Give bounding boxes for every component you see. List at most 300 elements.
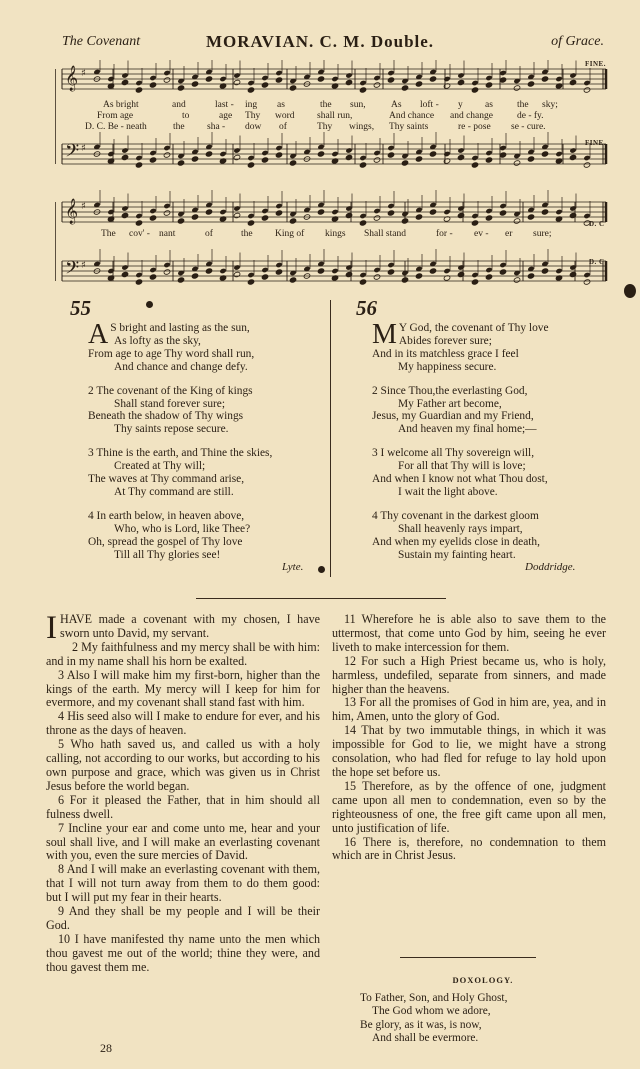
- lyric-syllable: The: [101, 229, 116, 239]
- note-head: [275, 77, 282, 83]
- note-head: [457, 147, 464, 153]
- note-head: [149, 274, 156, 280]
- lyric-syllable: the: [173, 122, 185, 132]
- note-head: [233, 212, 240, 218]
- verse-text: As lofty as the sky,: [114, 334, 201, 347]
- note-head: [177, 218, 184, 224]
- note-head: [177, 85, 184, 91]
- verse-text: 7 Incline your ear and come unto me, hear and your soul shall live, and I will make an everlasting covenant with you, even the sure mercies of David.: [46, 820, 320, 863]
- verse-line: [372, 549, 622, 562]
- note-head: [443, 268, 450, 274]
- note-head: [373, 150, 380, 156]
- note-head: [261, 274, 268, 280]
- verse-text: For all that Thy will is love;: [398, 460, 526, 473]
- verse-text: And chance and change defy.: [114, 360, 248, 373]
- verse-line: [372, 523, 622, 536]
- hymn-number-55: 55: [70, 296, 91, 320]
- hymn-number-56: 56: [356, 296, 377, 320]
- fine-marker-bass: FINE.: [585, 139, 606, 147]
- verse-text: At Thy command are still.: [114, 485, 234, 498]
- fine-marker-top: FINE.: [585, 60, 606, 68]
- treble-clef-icon: 𝄞: [65, 66, 79, 91]
- scripture-verse: [332, 655, 606, 697]
- note-head: [275, 210, 282, 216]
- doxology-rule: [400, 957, 536, 958]
- verse-line: [88, 385, 318, 398]
- scripture-verse: [46, 738, 320, 794]
- note-head: [513, 277, 520, 283]
- verse-line: [88, 473, 318, 486]
- doxology-line: And shall be evermore.: [372, 1032, 479, 1045]
- note-head: [373, 274, 380, 280]
- dc-marker-top: D. C: [589, 220, 605, 228]
- note-head: [331, 151, 338, 157]
- doxology-line: Be glory, as it was, is now,: [360, 1018, 482, 1031]
- column-divider: [330, 300, 331, 577]
- note-head: [331, 268, 338, 274]
- doxology-title: DOXOLOGY.: [452, 975, 514, 985]
- verse-text: S bright and lasting as the sun,: [110, 322, 250, 334]
- note-head: [191, 81, 198, 87]
- verse-line: [88, 486, 318, 499]
- note-head: [107, 268, 114, 274]
- verse-line: [372, 486, 622, 499]
- sharp-icon: ♯: [81, 201, 86, 212]
- note-head: [471, 87, 478, 93]
- verse-line: [88, 536, 318, 549]
- staff-notation: [55, 60, 610, 292]
- scripture-left-column: [46, 610, 320, 975]
- note-head: [345, 79, 352, 85]
- note-head: [359, 213, 366, 219]
- note-head: [345, 205, 352, 211]
- verse-text: My happiness secure.: [398, 360, 497, 373]
- verse-line: [372, 536, 622, 549]
- note-head: [541, 76, 548, 82]
- lyric-syllable: se - cure.: [511, 122, 546, 132]
- stanza: [88, 319, 318, 374]
- verse-line: [88, 361, 318, 374]
- lyric-syllable: Thy: [245, 111, 261, 121]
- scripture-verse: [46, 863, 320, 905]
- scripture-verse: [46, 905, 320, 933]
- note-head: [191, 273, 198, 279]
- dc-marker-bass: D. C: [589, 258, 605, 266]
- bass-clef-icon: 𝄢: [65, 141, 80, 166]
- note-head: [233, 271, 240, 277]
- lyric-syllable: word: [275, 111, 295, 121]
- note-head: [471, 162, 478, 168]
- note-head: [191, 214, 198, 220]
- note-head: [163, 262, 170, 268]
- note-head: [485, 208, 492, 214]
- verse-text: 2 Since Thou,the everlasting God,: [372, 384, 528, 397]
- note-head: [345, 72, 352, 78]
- note-head: [121, 205, 128, 211]
- lyric-syllable: Thy saints: [389, 122, 429, 132]
- verse-text: Beneath the shadow of Thy wings: [88, 410, 244, 423]
- scripture-verse: [332, 724, 606, 780]
- lyric-syllable: the: [320, 100, 332, 110]
- note-head: [261, 150, 268, 156]
- hymn-55-text: [88, 319, 318, 573]
- verse-text: 16 There is, therefore, no condemnation to them which are in Christ Jesus.: [332, 834, 606, 863]
- note-head: [261, 215, 268, 221]
- verse-text: And when my eyelids close in death,: [372, 535, 540, 548]
- ink-spot: [624, 284, 636, 298]
- lyric-syllable: as: [485, 100, 493, 110]
- lyric-syllable: of: [205, 229, 213, 239]
- note-head: [583, 87, 590, 93]
- note-head: [345, 212, 352, 218]
- note-head: [247, 272, 254, 278]
- note-head: [485, 150, 492, 156]
- note-head: [527, 156, 534, 162]
- note-head: [415, 214, 422, 220]
- note-head: [163, 269, 170, 275]
- verse-text: Created at Thy will;: [114, 460, 206, 473]
- note-head: [429, 268, 436, 274]
- lyric-syllable: as: [277, 100, 285, 110]
- scripture-verse: [46, 933, 320, 975]
- stanza: [372, 447, 622, 499]
- note-head: [275, 203, 282, 209]
- note-head: [275, 70, 282, 76]
- note-head: [289, 277, 296, 283]
- lyric-syllable: age: [219, 111, 233, 121]
- note-head: [205, 268, 212, 274]
- note-head: [331, 209, 338, 215]
- note-head: [499, 210, 506, 216]
- note-head: [261, 208, 268, 214]
- note-head: [569, 147, 576, 153]
- note-head: [471, 155, 478, 161]
- note-head: [583, 162, 590, 168]
- note-head: [317, 76, 324, 82]
- drop-cap: M: [372, 319, 397, 350]
- note-head: [331, 76, 338, 82]
- verse-text: 2 The covenant of the King of kings: [88, 384, 253, 397]
- note-head: [569, 79, 576, 85]
- verse-text: My Father art become,: [398, 397, 502, 410]
- note-head: [261, 157, 268, 163]
- note-head: [499, 203, 506, 209]
- note-head: [261, 267, 268, 273]
- verse-line: [88, 410, 318, 423]
- note-head: [485, 75, 492, 81]
- verse-text: Shall stand forever sure;: [114, 397, 226, 410]
- lyric-syllable: sun,: [350, 100, 366, 110]
- note-head: [275, 152, 282, 158]
- stanza: [372, 319, 622, 374]
- verse-line: [372, 361, 622, 374]
- stanza: [372, 510, 622, 562]
- note-head: [121, 212, 128, 218]
- note-head: [135, 162, 142, 168]
- stanza: [88, 385, 318, 437]
- note-head: [233, 79, 240, 85]
- stanza: [372, 385, 622, 437]
- verse-text: And when I know not what Thou dost,: [372, 473, 548, 486]
- verse-text: And in its matchless grace I feel: [372, 347, 519, 360]
- verse-line: [372, 410, 622, 423]
- note-head: [359, 162, 366, 168]
- note-head: [205, 151, 212, 157]
- lyric-syllable: y: [458, 100, 463, 110]
- verse-line: [372, 385, 622, 398]
- verse-text: Thy saints repose secure.: [114, 423, 229, 436]
- verse-text: 9 And they shall be my people and I will be their God.: [46, 904, 320, 932]
- note-head: [415, 81, 422, 87]
- lyric-syllable: loft -: [420, 100, 439, 110]
- lyric-syllable: Shall stand: [364, 229, 406, 239]
- section-rule: [196, 598, 446, 599]
- note-head: [373, 82, 380, 88]
- note-head: [149, 215, 156, 221]
- sharp-icon: ♯: [81, 260, 86, 271]
- note-head: [233, 264, 240, 270]
- music-score: [55, 60, 610, 292]
- note-head: [275, 269, 282, 275]
- note-head: [121, 271, 128, 277]
- note-head: [219, 268, 226, 274]
- note-head: [121, 72, 128, 78]
- note-head: [569, 212, 576, 218]
- note-head: [471, 279, 478, 285]
- doxology-text: [360, 992, 507, 1046]
- note-head: [555, 209, 562, 215]
- note-head: [359, 155, 366, 161]
- verse-text: 2 My faithfulness and my mercy shall be with him: and in my name shall his horn be exalted.: [46, 639, 320, 668]
- note-head: [401, 160, 408, 166]
- note-head: [555, 76, 562, 82]
- note-head: [401, 85, 408, 91]
- note-head: [583, 213, 590, 219]
- note-head: [289, 160, 296, 166]
- lyric-syllable: ev -: [474, 229, 489, 239]
- note-head: [485, 267, 492, 273]
- verse-line: [372, 335, 622, 348]
- note-head: [541, 209, 548, 215]
- note-head: [373, 267, 380, 273]
- note-head: [359, 220, 366, 226]
- scripture-verse: [46, 710, 320, 738]
- scripture-verse: [46, 794, 320, 822]
- note-head: [499, 269, 506, 275]
- verse-line: [88, 348, 318, 361]
- note-head: [107, 76, 114, 82]
- verse-text: 13 For all the promises of God in him are, yea, and in him, Amen, unto the glory of God.: [332, 695, 606, 724]
- note-head: [471, 80, 478, 86]
- page-number: 28: [100, 1041, 112, 1055]
- note-head: [499, 262, 506, 268]
- note-head: [345, 264, 352, 270]
- verse-text: The waves at Thy command arise,: [88, 473, 245, 486]
- note-head: [387, 262, 394, 268]
- hymn-56-author: Doddridge.: [525, 561, 576, 573]
- note-head: [387, 77, 394, 83]
- lyric-syllable: As: [391, 100, 402, 110]
- verse-text: 4 Thy covenant in the darkest gloom: [372, 509, 539, 522]
- verse-line: [372, 423, 622, 436]
- note-head: [247, 87, 254, 93]
- verse-text: Jesus, my Guardian and my Friend,: [372, 410, 534, 423]
- note-head: [149, 82, 156, 88]
- note-head: [527, 214, 534, 220]
- verse-text: 14 That by two immutable things, in which it was impossible for God to lie, we might have a strong consolation, who had fled for refuge to lay hold upon the hope set before us.: [332, 723, 606, 779]
- note-head: [471, 272, 478, 278]
- verse-text: Till all Thy glories see!: [114, 548, 221, 561]
- lyric-syllable: sure;: [533, 229, 552, 239]
- note-head: [135, 272, 142, 278]
- lyric-syllable: the: [517, 100, 529, 110]
- verse-text: Oh, spread the gospel of Thy love: [88, 535, 243, 548]
- note-head: [135, 213, 142, 219]
- note-head: [485, 157, 492, 163]
- note-head: [457, 154, 464, 160]
- drop-cap: I: [46, 610, 57, 646]
- note-head: [149, 75, 156, 81]
- sharp-icon: ♯: [81, 143, 86, 154]
- note-head: [107, 151, 114, 157]
- note-head: [387, 269, 394, 275]
- note-head: [149, 157, 156, 163]
- verse-text: 3 Thine is the earth, and Thine the skies,: [88, 447, 273, 460]
- verse-text: 3 Also I will make him my first-born, higher than the kings of the earth. My mercy will I keep for him for evermore, and my covenant shall stand fast with him.: [46, 667, 320, 710]
- note-head: [373, 208, 380, 214]
- lyric-syllable: Thy: [317, 122, 333, 132]
- note-head: [429, 151, 436, 157]
- doxology-line: The God whom we adore,: [372, 1005, 491, 1018]
- verse-text: 5 Who hath saved us, and called us with a holy calling, not according to our works, but according to his own purpose and grace, which was given us in Christ Jesus before the world began.: [46, 737, 320, 793]
- note-head: [163, 203, 170, 209]
- note-head: [569, 154, 576, 160]
- header-right: of Grace.: [551, 34, 604, 49]
- verse-text: Shall heavenly rays impart,: [398, 522, 523, 535]
- note-head: [135, 87, 142, 93]
- note-head: [387, 203, 394, 209]
- drop-cap: A: [88, 319, 109, 350]
- note-head: [485, 215, 492, 221]
- bass-clef-icon: 𝄢: [65, 258, 80, 283]
- verse-text: And heaven my final home;—: [398, 423, 537, 436]
- note-head: [163, 210, 170, 216]
- verse-line: [372, 447, 622, 460]
- verse-line: [88, 447, 318, 460]
- note-head: [583, 272, 590, 278]
- scripture-right-column: [332, 613, 606, 863]
- note-head: [443, 76, 450, 82]
- scripture-verse: [332, 696, 606, 724]
- note-head: [345, 271, 352, 277]
- note-head: [373, 215, 380, 221]
- note-head: [387, 210, 394, 216]
- note-head: [219, 209, 226, 215]
- note-head: [233, 205, 240, 211]
- note-head: [583, 155, 590, 161]
- note-head: [555, 268, 562, 274]
- note-head: [359, 80, 366, 86]
- note-head: [373, 75, 380, 81]
- note-head: [261, 75, 268, 81]
- lyric-syllable: wings,: [349, 122, 375, 132]
- note-head: [471, 213, 478, 219]
- lyric-syllable: re - pose: [458, 122, 491, 132]
- note-head: [429, 76, 436, 82]
- note-head: [177, 160, 184, 166]
- note-head: [569, 264, 576, 270]
- treble-clef-icon: 𝄞: [65, 199, 79, 224]
- lyric-syllable: of: [279, 122, 287, 132]
- note-head: [457, 212, 464, 218]
- note-head: [415, 273, 422, 279]
- note-head: [247, 220, 254, 226]
- note-head: [149, 208, 156, 214]
- note-head: [163, 77, 170, 83]
- scripture-verse: [46, 822, 320, 864]
- note-head: [401, 218, 408, 224]
- verse-line: [88, 460, 318, 473]
- note-head: [135, 155, 142, 161]
- note-head: [247, 80, 254, 86]
- lyric-syllable: dow: [245, 122, 262, 132]
- note-head: [485, 274, 492, 280]
- note-head: [583, 80, 590, 86]
- doxology-line: To Father, Son, and Holy Ghost,: [360, 992, 508, 1004]
- note-head: [289, 85, 296, 91]
- note-head: [513, 85, 520, 91]
- verse-text: 3 I welcome all Thy sovereign will,: [372, 447, 535, 460]
- note-head: [569, 205, 576, 211]
- sharp-icon: ♯: [81, 68, 86, 79]
- note-head: [163, 152, 170, 158]
- verse-text: From age to age Thy word shall run,: [88, 347, 255, 360]
- verse-text: Sustain my fainting heart.: [398, 548, 516, 561]
- note-head: [261, 82, 268, 88]
- verse-text: 4 In earth below, in heaven above,: [88, 509, 245, 522]
- lyric-syllable: last -: [215, 100, 234, 110]
- note-head: [135, 220, 142, 226]
- note-head: [233, 72, 240, 78]
- note-head: [359, 272, 366, 278]
- note-head: [163, 145, 170, 151]
- verse-text: Abides forever sure;: [398, 334, 492, 347]
- note-head: [527, 81, 534, 87]
- note-head: [457, 264, 464, 270]
- scripture-verse: [332, 613, 606, 655]
- scripture-verse: [46, 641, 320, 669]
- lyric-syllable: er: [505, 229, 513, 239]
- note-head: [457, 271, 464, 277]
- lyric-syllable: As bright: [103, 100, 139, 110]
- note-head: [219, 76, 226, 82]
- verse-line: [372, 398, 622, 411]
- note-head: [443, 151, 450, 157]
- note-head: [247, 162, 254, 168]
- note-head: [583, 279, 590, 285]
- note-head: [121, 79, 128, 85]
- verse-text: 10 I have manifested thy name unto the men which thou gavest me out of the world; thine they were, and thou gavest them me.: [46, 931, 320, 974]
- note-head: [247, 279, 254, 285]
- lyric-syllable: shall run,: [317, 111, 353, 121]
- note-head: [527, 273, 534, 279]
- verse-line: [88, 398, 318, 411]
- header-left: The Covenant: [62, 34, 141, 49]
- note-head: [107, 209, 114, 215]
- note-head: [443, 209, 450, 215]
- scripture-verse: [46, 610, 320, 646]
- hymn-tune-title: MORAVIAN. C. M. Double.: [205, 32, 435, 51]
